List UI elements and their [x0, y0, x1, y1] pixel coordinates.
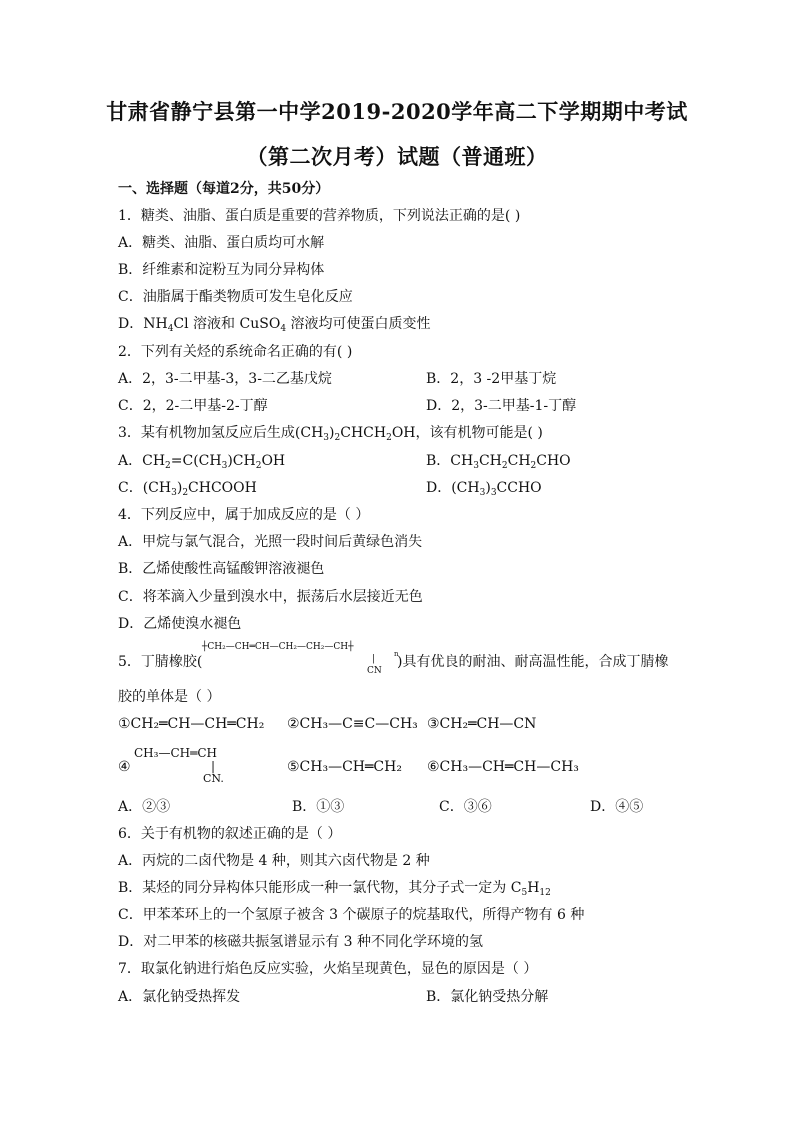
q3-option-d: D．$(CH_3)_3CCHO$ [426, 480, 542, 498]
q6-option-d: D．对二甲苯的核磁共振氢谱显示有 3 种不同化学环境的氢 [118, 934, 484, 950]
polymer-subscript-n: n [394, 650, 399, 658]
polymer-bond: | [372, 654, 376, 664]
polymer-cn-group: CN [367, 666, 382, 676]
monomer-3: ③CH₂═CH—CN [427, 716, 537, 732]
monomer-4-structure: CH₃—CH═CH [134, 746, 217, 760]
monomer-4-bond: | [211, 759, 216, 773]
q6-stem: 6．关于有机物的叙述正确的是（ ） [118, 826, 342, 842]
section-header: 一、选择题（每道2分，共50分） [118, 181, 330, 197]
q5-stem-start: 5．丁腈橡胶( [118, 654, 203, 670]
q1-option-a: A．糖类、油脂、蛋白质均可水解 [118, 235, 325, 251]
q4-option-c: C．将苯滴入少量到溴水中，振荡后水层接近无色 [118, 589, 423, 605]
q4-stem: 4．下列反应中，属于加成反应的是（ ） [118, 507, 370, 523]
q5-option-c: C．③⑥ [439, 799, 492, 815]
q6-option-c: C．甲苯苯环上的一个氢原子被含 3 个碳原子的烷基取代，所得产物有 6 种 [118, 907, 585, 923]
q4-option-b: B．乙烯使酸性高锰酸钾溶液褪色 [118, 561, 325, 577]
q5-stem-line2: 胶的单体是（ ） [118, 689, 221, 705]
q3-stem: 3．某有机物加氢反应后生成$(CH_3)_2CHCH_2OH$，该有机物可能是( ) [118, 425, 543, 443]
q7-option-a: A．氯化钠受热挥发 [118, 989, 241, 1005]
q1-option-d: D．$NH_4Cl$ 溶液和 CuSO$_4$ 溶液均可使蛋白质变性 [118, 316, 431, 334]
q2-stem: 2．下列有关烃的系统命名正确的有( ) [118, 344, 353, 360]
q2-option-b: B．2，3 -2甲基丁烷 [426, 371, 557, 387]
q2-option-a: A．2，3-二甲基-3，3-二乙基戊烷 [118, 371, 332, 387]
title-line-1: 甘肃省静宁县第一中学2019-2020学年高二下学期期中考试 [106, 99, 688, 124]
q3-option-c: C．$(CH_3)_2CHCOOH$ [118, 480, 257, 498]
q3-option-b: B．$CH_3CH_2CH_2CHO$ [426, 453, 571, 471]
q7-option-b: B．氯化钠受热分解 [426, 989, 549, 1005]
q5-option-d: D．④⑤ [590, 799, 644, 815]
q5-stem-end: )具有优良的耐油、耐高温性能，合成丁腈橡 [397, 654, 669, 670]
monomer-2: ②CH₃—C≡C—CH₃ [287, 716, 418, 732]
q5-option-b: B．①③ [292, 799, 345, 815]
q1-option-b: B．纤维素和淀粉互为同分异构体 [118, 262, 325, 278]
title-line-2: （第二次月考）试题（普通班） [246, 144, 548, 169]
q4-option-a: A．甲烷与氯气混合，光照一段时间后黄绿色消失 [118, 534, 423, 550]
q1-stem: 1．糖类、油脂、蛋白质是重要的营养物质，下列说法正确的是( ) [118, 208, 521, 224]
q3-option-a: A．$CH_2=C(CH_3)CH_2OH$ [118, 453, 286, 471]
q2-option-c: C．2，2-二甲基-2-丁醇 [118, 398, 268, 414]
monomer-4-cn-group: CN. [203, 772, 224, 785]
q5-option-a: A．②③ [118, 799, 171, 815]
q6-option-b: B．某烃的同分异构体只能形成一种一氯代物，其分子式一定为 $C_5H_{12}$ [118, 880, 551, 898]
q1-option-c: C．油脂属于酯类物质可发生皂化反应 [118, 289, 353, 305]
q7-stem: 7．取氯化钠进行焰色反应实验，火焰呈现黄色，显色的原因是（ ） [118, 961, 538, 977]
monomer-6: ⑥CH₃—CH═CH—CH₃ [427, 759, 579, 775]
q4-option-d: D．乙烯使溴水褪色 [118, 616, 242, 632]
monomer-5: ⑤CH₃—CH═CH₂ [287, 759, 402, 775]
polymer-structure: ┼CH₂—CH═CH—CH₂—CH₂—CH┼ [202, 642, 354, 652]
monomer-4-label: ④ [118, 759, 131, 775]
q6-option-a: A．丙烷的二卤代物是 4 种，则其六卤代物是 2 种 [118, 853, 430, 869]
q2-option-d: D．2，3-二甲基-1-丁醇 [426, 398, 577, 414]
monomer-1: ①CH₂═CH—CH═CH₂ [118, 716, 265, 732]
